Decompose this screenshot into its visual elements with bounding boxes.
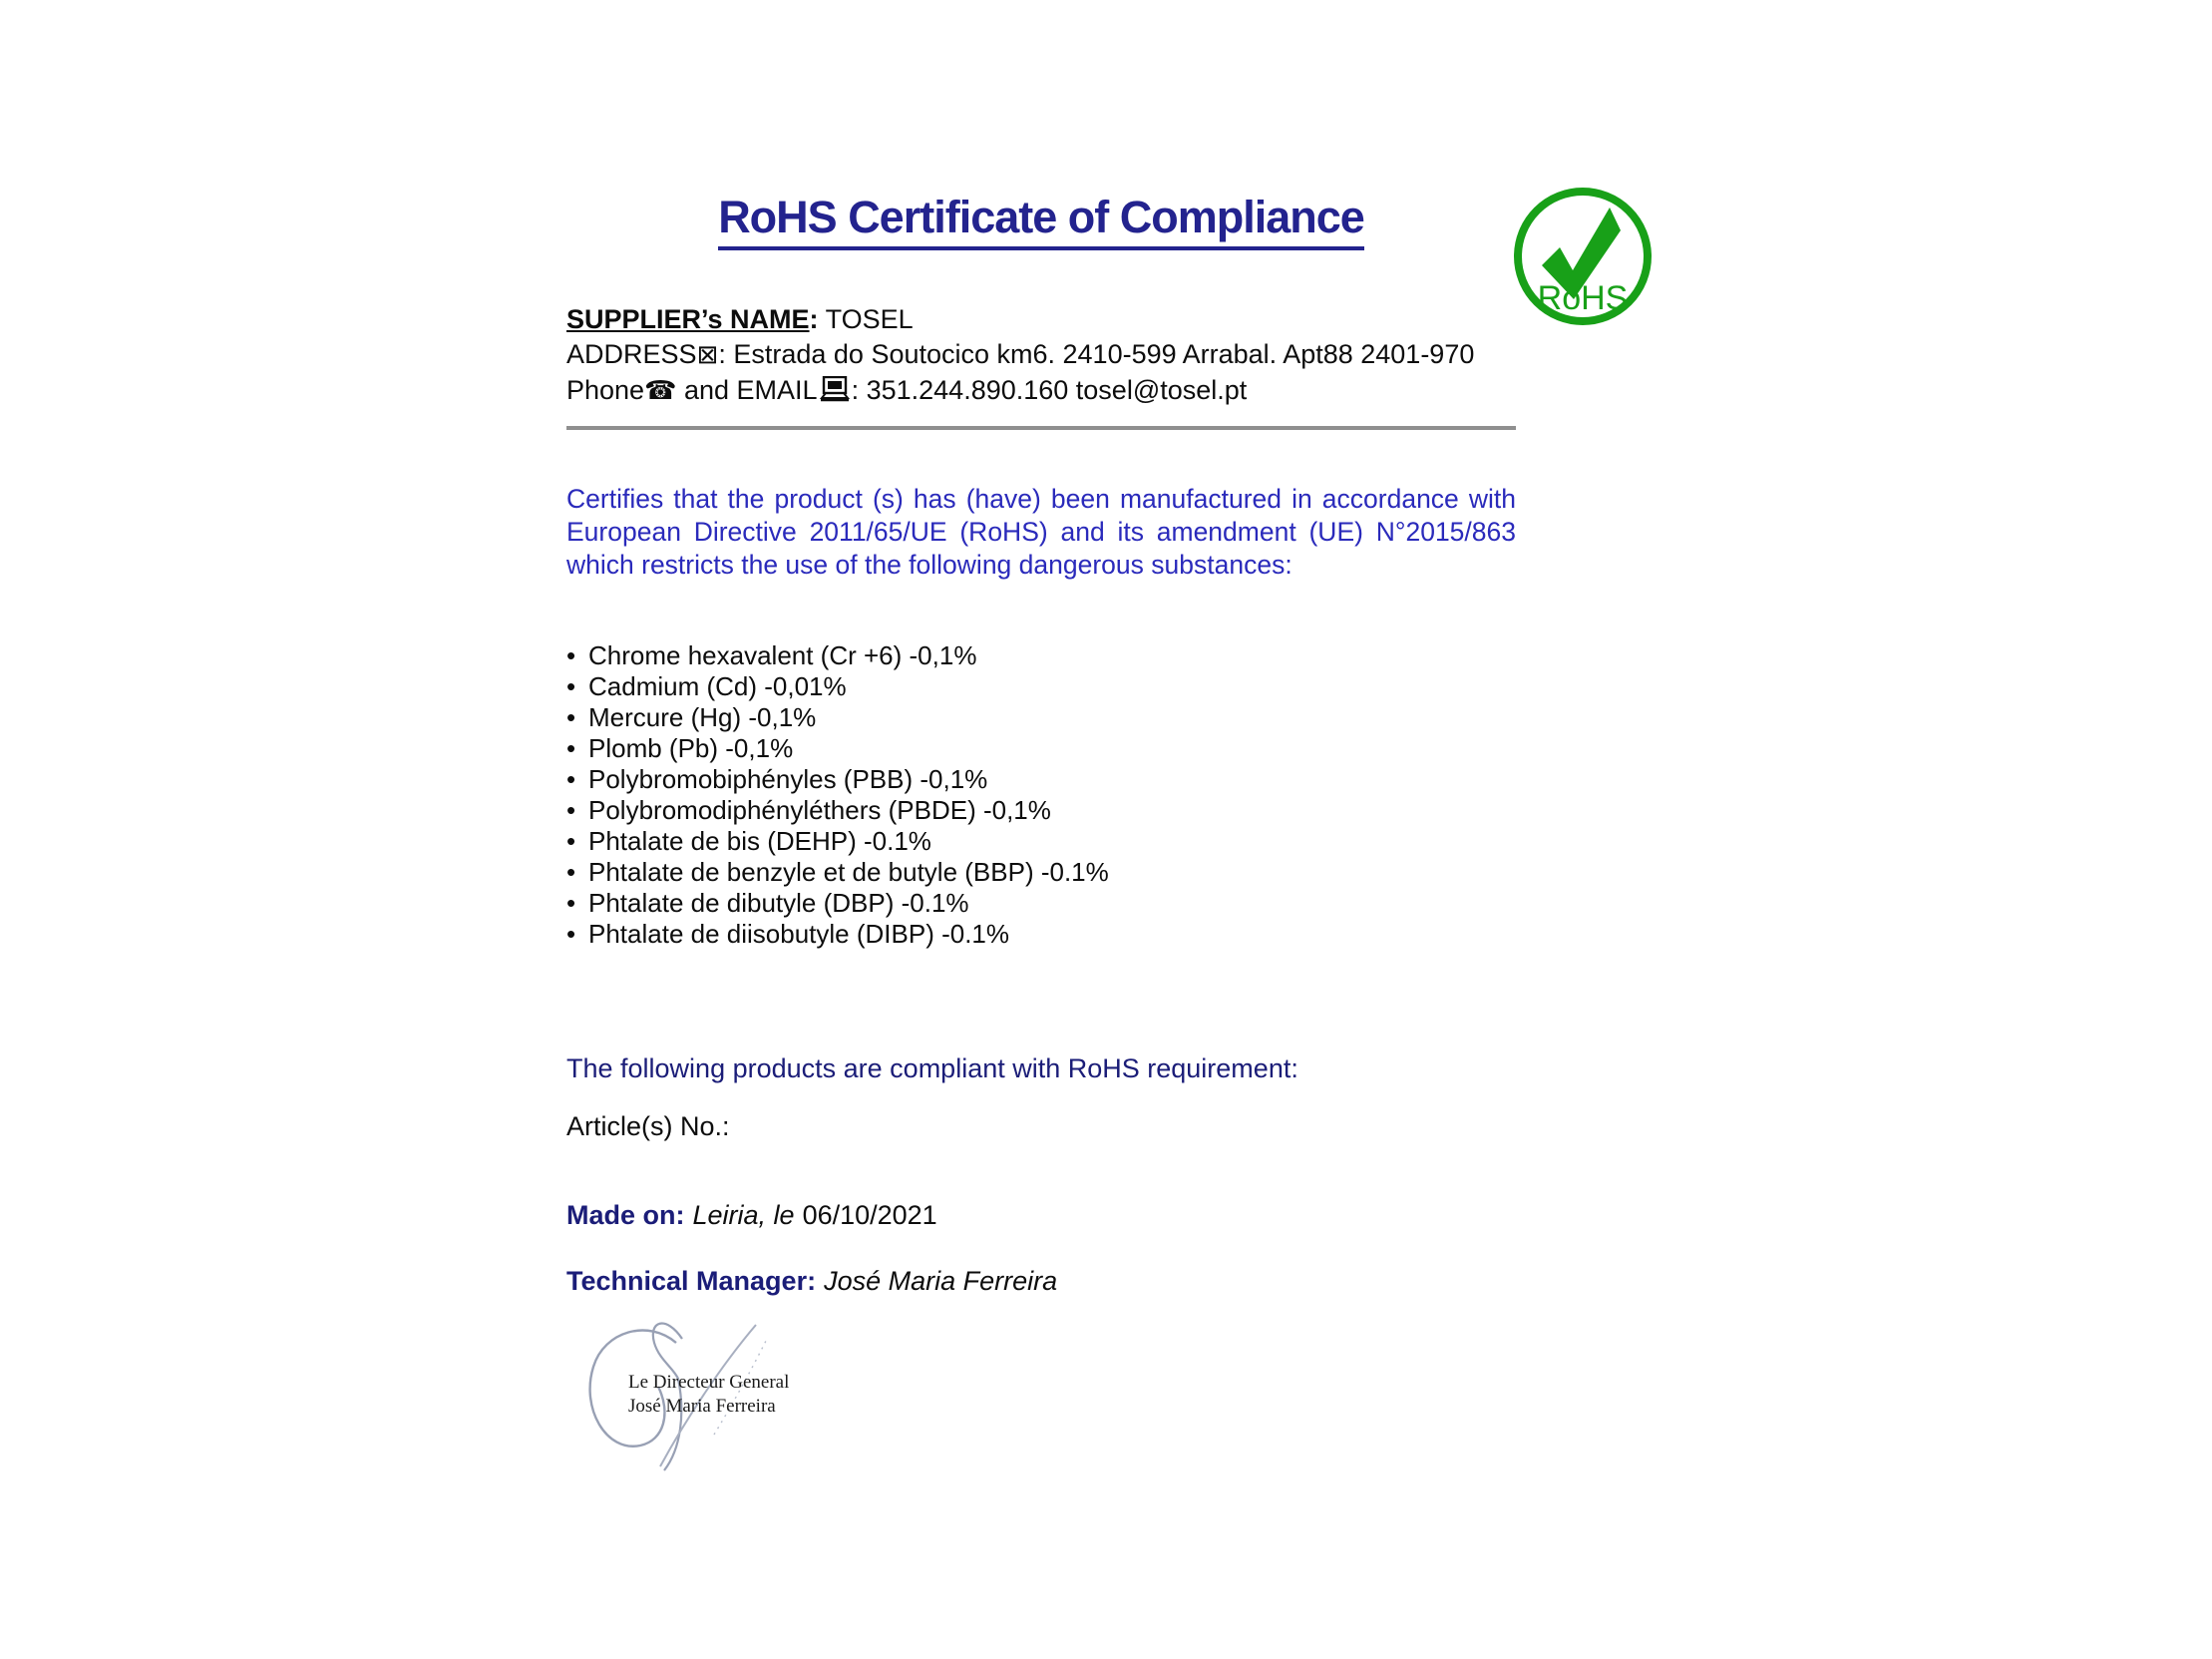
colon: :	[718, 339, 726, 369]
substance-text: Plomb (Pb) -0,1%	[588, 733, 794, 763]
made-on-date: 06/10/2021	[802, 1200, 937, 1230]
made-on-place: Leiria, le	[692, 1200, 795, 1230]
substance-text: Polybromobiphényles (PBB) -0,1%	[588, 764, 988, 794]
technical-manager-label: Technical Manager:	[566, 1266, 817, 1296]
signature-text	[628, 1371, 789, 1419]
bullet-icon: •	[566, 795, 576, 825]
horizontal-divider	[566, 426, 1516, 430]
address-label: ADDRESS	[566, 339, 697, 369]
substance-text: Chrome hexavalent (Cr +6) -0,1%	[588, 640, 977, 670]
list-item	[566, 764, 1109, 795]
contact-value: 351.244.890.160 tosel@tosel.pt	[866, 375, 1248, 405]
bullet-icon: •	[566, 919, 576, 949]
list-item	[566, 826, 1109, 857]
list-item	[566, 640, 1109, 671]
signature-title: Le Directeur General	[628, 1372, 790, 1393]
computer-icon	[820, 376, 850, 402]
list-item	[566, 702, 1109, 733]
bullet-icon: •	[566, 733, 576, 763]
articles-label: Article(s) No.:	[566, 1111, 730, 1141]
list-item	[566, 857, 1109, 888]
page-title-text: RoHS Certificate of Compliance	[718, 192, 1364, 250]
bullet-icon: •	[566, 702, 576, 732]
made-on-line	[566, 1200, 937, 1231]
technical-manager-name: José Maria Ferreira	[824, 1266, 1058, 1296]
substance-text: Mercure (Hg) -0,1%	[588, 702, 817, 732]
supplier-address-line	[566, 337, 1474, 373]
bullet-icon: •	[566, 857, 576, 887]
made-on-label: Made on:	[566, 1200, 685, 1230]
certification-statement: Certifies that the product (s) has (have) been manufactured in accordance with European Directive 2011/65/UE (RoHS) and its amendment (UE) N°2015/863 which restricts the use of the following dangerous substances:	[566, 484, 1516, 580]
logo-label: RoHS	[1537, 279, 1629, 317]
substance-text: Phtalate de benzyle et de butyle (BBP) -0.1%	[588, 857, 1109, 887]
substance-text: Phtalate de bis (DEHP) -0.1%	[588, 826, 931, 856]
list-item	[566, 671, 1109, 702]
list-item	[566, 888, 1109, 919]
supplier-name-label: SUPPLIER’s NAME	[566, 304, 810, 334]
bullet-icon: •	[566, 826, 576, 856]
page-title	[566, 192, 1516, 250]
substance-text: Phtalate de dibutyle (DBP) -0.1%	[588, 888, 969, 918]
signature-block	[564, 1313, 884, 1502]
bullet-icon: •	[566, 888, 576, 918]
signature-name: José Maria Ferreira	[628, 1396, 776, 1417]
list-item	[566, 795, 1109, 826]
technical-manager-line	[566, 1266, 1057, 1297]
and-email-label: and EMAIL	[683, 375, 818, 405]
substances-list	[566, 640, 1109, 950]
supplier-contact-line	[566, 373, 1474, 409]
supplier-name-value: TOSEL	[825, 304, 914, 334]
substance-text: Polybromodiphényléthers (PBDE) -0,1%	[588, 795, 1051, 825]
phone-label: Phone	[566, 375, 645, 405]
list-item	[566, 919, 1109, 950]
supplier-name-line	[566, 302, 1474, 337]
phone-icon: ☎	[644, 376, 677, 406]
address-value: Estrada do Soutocico km6. 2410-599 Arrabal. Apt88 2401-970	[733, 339, 1475, 369]
colon: :	[851, 375, 860, 405]
envelope-icon: ⊠	[696, 340, 719, 370]
substance-text: Phtalate de diisobutyle (DIBP) -0.1%	[588, 919, 1009, 949]
bullet-icon: •	[566, 640, 576, 670]
compliance-line: The following products are compliant with RoHS requirement:	[566, 1053, 1298, 1083]
bullet-icon: •	[566, 671, 576, 701]
substance-text: Cadmium (Cd) -0,01%	[588, 671, 847, 701]
colon: :	[809, 304, 819, 334]
list-item	[566, 733, 1109, 764]
supplier-block	[566, 302, 1474, 409]
rohs-logo	[1510, 184, 1656, 329]
rohs-logo-graphic	[1510, 184, 1656, 329]
bullet-icon: •	[566, 764, 576, 794]
